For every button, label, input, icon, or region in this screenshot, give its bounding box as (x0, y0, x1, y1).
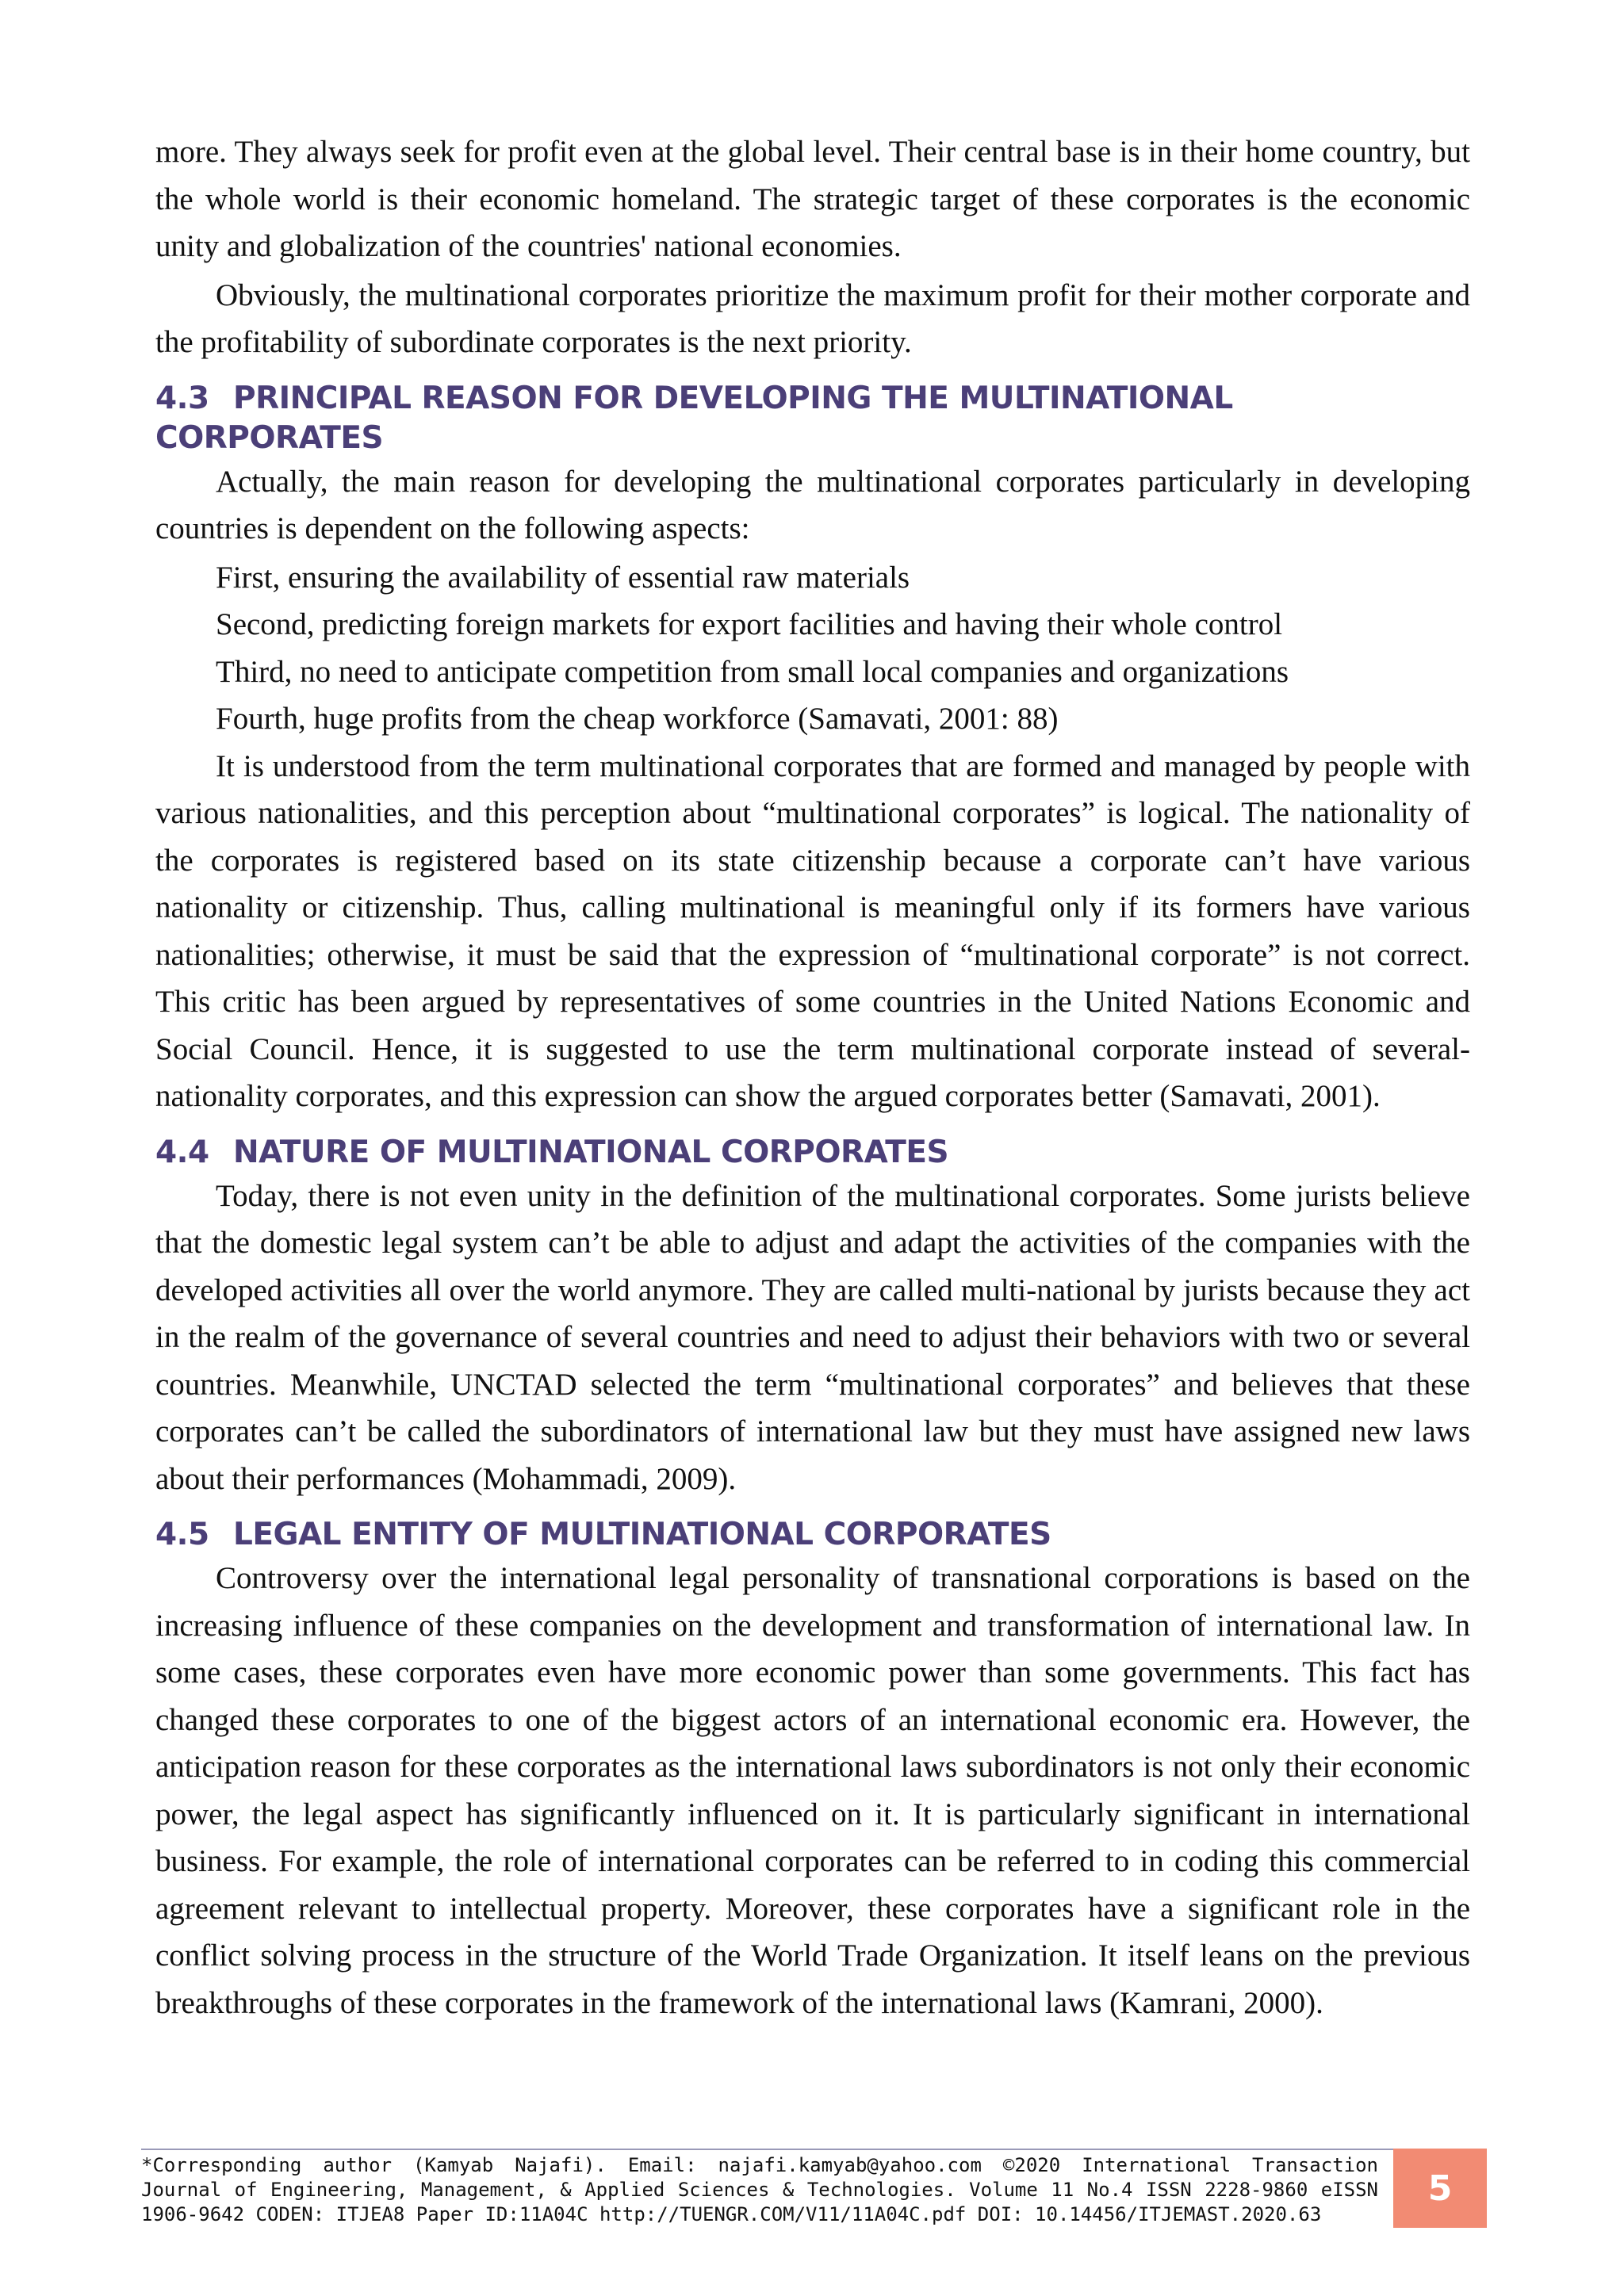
list-item: Third, no need to anticipate competition from small local companies and organizations (216, 654, 1289, 689)
footer-citation: *Corresponding author (Kamyab Najafi). Email: najafi.kamyab@yahoo.com ©2020 International Transaction Journal of Engineering, Management, & Applied Sciences & Technologies. Volume 11 No.4 ISSN 2228-9860 eISSN 1906-9642 CODEN: ITJEA8 Paper ID:11A04C http://TUENGR.COM/V11/11A04C.pdf DOI: 10.14456/ITJEMAST.2020.63 (141, 2154, 1378, 2225)
section-4-3-body: It is understood from the term multinational corporates that are formed and managed by people with various nationalities, and this perception about “multinational corporates” is logical. The nationality of the corporates is registered based on its state citizenship because a corporate can’t have various nationality or citizenship. Thus, calling multinational is meaningful only if its formers have various nationalities; otherwise, it must be said that the expression of “multinational corporate” is not correct. This critic has been argued by representatives of some countries in the United Nations Economic and Social Council. Hence, it is suggested to use the term multinational corporate instead of several-nationality corporates, and this expression can show the argued corporates better (Samavati, 2001). (155, 748, 1470, 1113)
list-item: Second, predicting foreign markets for export facilities and having their whole control (216, 607, 1283, 641)
section-heading-4-3 (155, 379, 1470, 458)
paragraph-continued: more. They always seek for profit even at the global level. Their central base is in their home country, but the whole world is their economic homeland. The strategic target of these corporates is the economic unity and globalization of the countries' national economies. (155, 135, 1470, 263)
page-number: 5 (1427, 2168, 1453, 2209)
list-item: Fourth, huge profits from the cheap workforce (Samavati, 2001: 88) (216, 702, 1059, 736)
section-title: NATURE OF MULTINATIONAL CORPORATES (233, 1134, 949, 1170)
page-body (155, 128, 1470, 2028)
section-heading-4-5 (155, 1515, 1470, 1555)
section-4-5-body: Controversy over the international legal personality of transnational corporations is based on the increasing influence of these companies on the development and transformation of international law. In some cases, these corporates even have more economic power than some governments. This fact has changed these corporates to one of the biggest actors of an international economic era. However, the anticipation reason for these corporates as the international laws subordinators is not only their economic power, the legal aspect has significantly influenced on it. It is particularly significant in international business. For example, the role of international corporates can be referred to in coding this commercial agreement relevant to intellectual property. Moreover, these corporates have a significant role in the conflict solving process in the structure of the World Trade Organization. It itself leans on the previous breakthroughs of these corporates in the framework of the international laws (Kamrani, 2000). (155, 1561, 1470, 2020)
section-number: 4.4 (155, 1134, 209, 1170)
section-number: 4.5 (155, 1517, 209, 1552)
section-title: PRINCIPAL REASON FOR DEVELOPING THE MULTINATIONAL CORPORATES (155, 380, 1233, 456)
section-title: LEGAL ENTITY OF MULTINATIONAL CORPORATES (233, 1517, 1051, 1552)
section-heading-4-4 (155, 1133, 1470, 1173)
paragraph-priority: Obviously, the multinational corporates prioritize the maximum profit for their mother corporate and the profitability of subordinate corporates is the next priority. (155, 277, 1470, 359)
section-number: 4.3 (155, 380, 209, 416)
page-number-badge (1393, 2149, 1487, 2228)
list-item: First, ensuring the availability of essential raw materials (216, 560, 910, 595)
section-4-3-intro: Actually, the main reason for developing the multinational corporates particularly in developing countries is dependent on the following aspects: (155, 464, 1470, 545)
page-footer (141, 2149, 1485, 2225)
section-4-4-body: Today, there is not even unity in the definition of the multinational corporates. Some jurists believe that the domestic legal system can’t be able to adjust and adapt the activities of the companies with the developed activities all over the world anymore. They are called multi-national by jurists because they act in the realm of the governance of several countries and need to adjust their behaviors with two or several countries. Meanwhile, UNCTAD selected the term “multinational corporates” and believes that these corporates can’t be called the subordinators of international law but they must have assigned new laws about their performances (Mohammadi, 2009). (155, 1178, 1470, 1496)
